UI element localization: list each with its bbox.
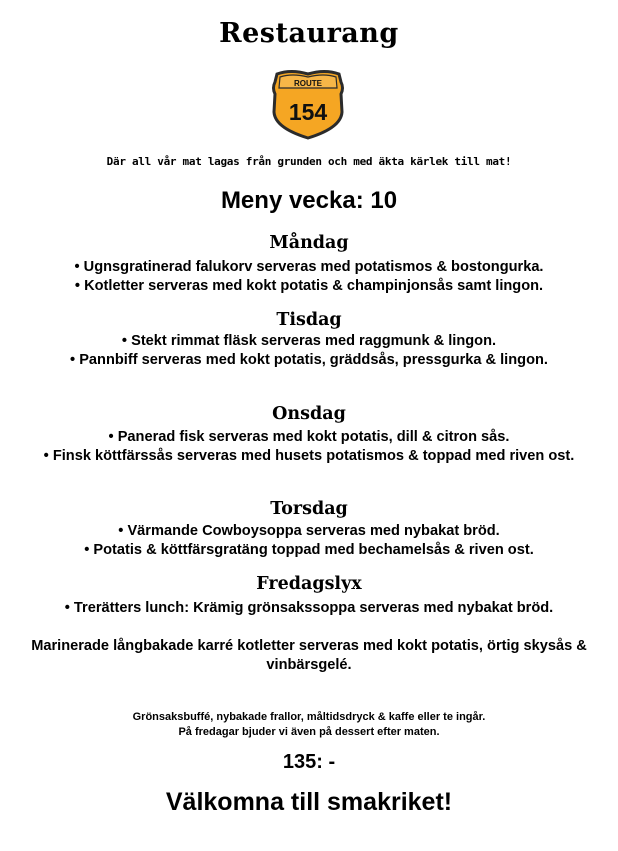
menu-item: • Stekt rimmat fläsk serveras med raggmunk & lingon. [121,333,497,349]
tagline: Där all vår mat lagas från grunden och med äkta kärlek till mat! [106,155,512,168]
menu-item: • Panerad fisk serveras med kokt potatis, dill & citron sås. [108,429,510,445]
restaurant-title: Restaurang [219,18,399,49]
day-title-mandag: Måndag [269,233,349,253]
route-154-logo [271,68,345,140]
included-note: Grönsaksbuffé, nybakade frallor, måltidsdryck & kaffe eller te ingår. [132,711,486,723]
menu-item: • Potatis & köttfärsgratäng toppad med bechamelsås & riven ost. [84,542,534,558]
dessert-note: På fredagar bjuder vi även på dessert efter maten. [178,726,440,738]
price: 135: - [282,751,336,773]
day-title-fredagslyx: Fredagslyx [256,574,362,594]
menu-item: • Kotletter serveras med kokt potatis & champinjonsås samt lingon. [74,278,544,294]
menu-item: • Trerätters lunch: Krämig grönsakssoppa serveras med nybakat bröd. [64,600,554,616]
menu-item: • Finsk köttfärssås serveras med husets potatismos & toppad med riven ost. [43,448,575,464]
logo-route-text: ROUTE [294,79,322,88]
day-title-tisdag: Tisdag [276,310,342,330]
menu-item: • Pannbiff serveras med kokt potatis, gräddsås, pressgurka & lingon. [70,352,548,368]
day-title-onsdag: Onsdag [272,404,346,424]
menu-item: Marinerade långbakade karré kotletter serveras med kokt potatis, örtig skysås & vinbärsgelé. [31,638,587,673]
menu-week-heading: Meny vecka: 10 [220,187,398,214]
logo-number-text: 154 [288,99,328,125]
menu-item: • Värmande Cowboysoppa serveras med nybakat bröd. [118,523,500,539]
day-title-torsdag: Torsdag [270,499,348,519]
welcome-message: Välkomna till smakriket! [165,788,453,816]
menu-item: • Ugnsgratinerad falukorv serveras med potatismos & bostongurka. [74,259,544,275]
